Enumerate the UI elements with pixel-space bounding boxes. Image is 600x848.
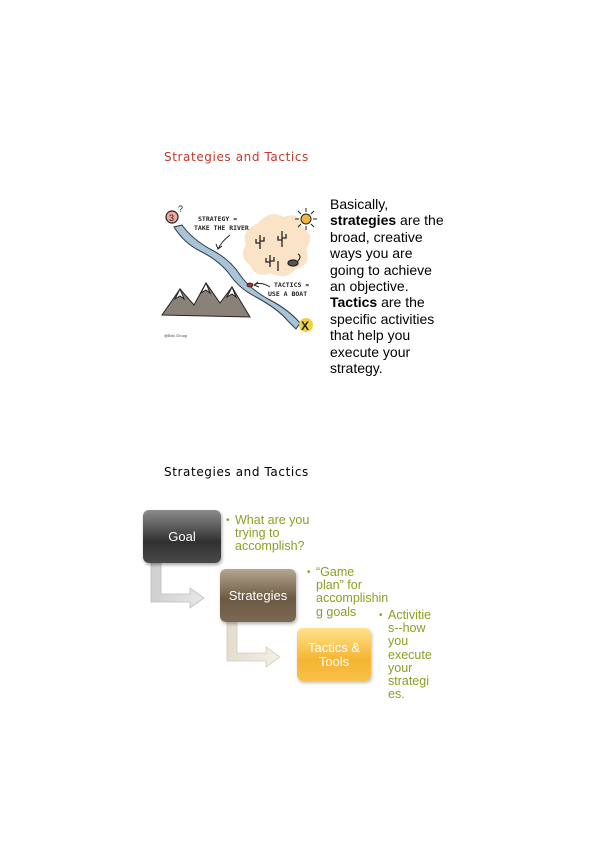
strategy-note-line1: STRATEGY = (198, 215, 238, 223)
tactics-arrow (254, 282, 270, 287)
sun-icon (295, 208, 317, 230)
strategy-note-line2: TAKE THE RIVER (194, 224, 249, 232)
tactics-note-line1: TACTICS = (274, 281, 310, 289)
svg-text:?: ? (178, 205, 184, 214)
arrow-goal-to-strategies (151, 563, 204, 608)
svg-text:X: X (301, 319, 310, 333)
strategy-tactics-sketch (160, 205, 322, 345)
desert-area (243, 214, 310, 276)
strategies-bullet: • “Game plan” for accomplishin g goals (307, 565, 389, 619)
svg-text:3: 3 (169, 213, 175, 223)
bullet-dot-icon: • (226, 515, 230, 526)
boat-icon (247, 283, 253, 287)
tactics-tools-box: Tactics & Tools (297, 628, 371, 681)
x-mark-icon (299, 318, 313, 333)
arrow-strategies-to-tactics (227, 622, 280, 667)
strategies-box: Strategies (220, 569, 296, 622)
slide1-body-text: Basically, strategies are the broad, creative ways you are going to achieve an objective. Tactics are the specific activities that help you execute your strategy. (330, 196, 444, 377)
slide2-title: Strategies and Tactics (164, 465, 309, 479)
strategy-arrow (216, 235, 230, 249)
goal-bullet: • What are you trying to accomplish? (226, 513, 310, 554)
bullet-dot-icon: • (379, 610, 383, 621)
start-mark-icon (166, 205, 183, 223)
bullet-dot-icon: • (307, 567, 311, 578)
tactics-bullet: • Activitie s--how you execute your strategi es. (379, 608, 432, 702)
sketch-credit: @Brix Group (164, 333, 188, 338)
mountains-icon (162, 283, 250, 317)
goal-box: Goal (143, 510, 221, 563)
tactics-note-line2: USE A BOAT (268, 290, 308, 298)
slide1-title: Strategies and Tactics (164, 150, 309, 164)
